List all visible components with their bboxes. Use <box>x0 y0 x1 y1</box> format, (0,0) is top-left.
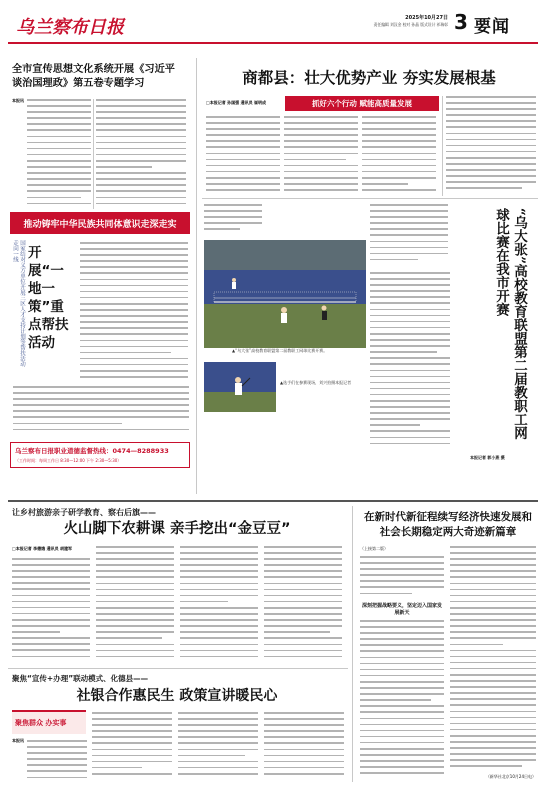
issue-date: 2025年10月27日 <box>405 15 448 21</box>
bank-logo <box>12 710 86 734</box>
tennis-headline: “乌大张”高校教育联盟第二届教职工网球比赛在我市开赛 <box>493 208 527 440</box>
lead-bottom-rule <box>202 198 538 199</box>
lead-body-d <box>446 96 536 196</box>
hotline-hours: （工作时间：每周工作日 8:30—12:00 下午 2:30—5:30） <box>15 458 122 463</box>
left-column-divider <box>196 58 197 494</box>
left-top-body-a <box>27 99 91 209</box>
potato-body-a <box>12 558 90 662</box>
left-top-body-b <box>96 99 186 209</box>
left-mid-headline: 开展“一地一策”重点帮扶活动 <box>28 245 69 351</box>
tennis-caption-1: ▲“乌大张”高校教育联盟第二届教职工网球比赛开赛。 <box>232 348 328 353</box>
bank-kicker: 聚焦“宣传+办理”联动模式、化德县—— <box>12 674 149 683</box>
page-number: 3 <box>454 10 468 34</box>
tennis-photo-top <box>204 240 366 348</box>
bank-body-a <box>27 740 87 782</box>
bank-headline: 社银合作惠民生 政策宣讲暖民心 <box>76 688 278 704</box>
social-section-2: 深刻把握战略要义，坚定迈入国家发展新天 <box>361 603 442 616</box>
social-body-a <box>360 556 444 602</box>
left-top-headline: 全市宣传思想文化系统开展《习近平谈治国理政》第五卷专题学习 <box>12 63 175 89</box>
bank-body-d <box>264 712 344 782</box>
lead-banner-title: 抓好六个行动 赋能高质量发展 <box>311 99 413 108</box>
lead-banner <box>285 96 439 111</box>
tennis-side-text <box>204 204 262 238</box>
bank-logo-text: 聚焦群众 办实事 <box>15 719 67 727</box>
tennis-player-icon <box>204 362 276 412</box>
social-body-b <box>360 620 444 782</box>
masthead <box>0 0 546 42</box>
tennis-caption-2: ▲选手们在参赛现场，刘兴拍摄本报记者 <box>280 380 352 385</box>
page-name: 要闻 <box>474 17 510 37</box>
social-headline: 在新时代新征程续写经济快速发展和社会长期稳定两大奇迹新篇章 <box>364 511 532 538</box>
tennis-court-scene-icon <box>204 240 366 348</box>
potato-bottom-rule <box>8 668 348 669</box>
masthead-rule <box>8 42 538 44</box>
potato-byline: □本报记者 李德娥 通讯员 胡建军 <box>12 546 72 551</box>
potato-body-d <box>264 546 342 662</box>
left-mid-body-b <box>13 386 189 436</box>
lead-divider <box>442 96 443 196</box>
left-top-dateline: 本报讯 <box>12 98 24 103</box>
potato-headline: 火山脚下农耕课 亲手挖出“金豆豆” <box>63 521 291 537</box>
tennis-photo-bottom <box>204 362 276 412</box>
lead-body-a <box>206 116 280 196</box>
potato-kicker: 让乡村旅游亲子研学教育、察右后旗—— <box>12 508 156 517</box>
bank-body-c <box>178 712 258 782</box>
masthead-logo: 乌兰察布日报 <box>16 17 124 38</box>
hotline-box <box>10 442 190 468</box>
lead-headline: 商都县：壮大优势产业 夯实发展根基 <box>242 69 496 87</box>
left-mid-body-a <box>80 242 188 382</box>
bank-body-b <box>92 712 172 782</box>
tennis-body-b <box>370 272 450 452</box>
left-banner-title: 推动铸牢中华民族共同体意识走深走实 <box>23 219 177 230</box>
hotline-text: 乌兰察布日报职业道德监督热线：0474—8288933 <box>15 447 169 455</box>
bank-dateline: 本报讯 <box>12 738 24 743</box>
potato-body-c <box>180 546 258 662</box>
left-mid-vertical-subtitle: 国家结对义方单位开展三区人才支持计划等帮扶活动 走向一线 <box>12 240 25 367</box>
tennis-photo-credit: 本报记者 郭小燕 摄 <box>470 455 505 460</box>
lead-byline: □本报记者 孙国强 通讯员 崔明成 <box>206 100 266 105</box>
lead-body-b <box>284 116 358 196</box>
lead-body-c <box>362 116 436 196</box>
social-body-c <box>450 546 536 774</box>
lower-column-divider <box>352 506 353 782</box>
upper-section-rule <box>8 500 538 502</box>
left-banner <box>10 212 190 234</box>
tennis-body-a <box>370 204 448 270</box>
social-footer: （新华社北京10月24日电） <box>485 774 536 779</box>
social-section-1: （上接第二版） <box>360 546 388 551</box>
col-rule <box>93 99 94 209</box>
potato-body-b <box>96 546 174 662</box>
staff-credits: 责任编辑 刘汉金 校对 孙晶 版式设计 祁瑞彰 <box>373 22 448 27</box>
